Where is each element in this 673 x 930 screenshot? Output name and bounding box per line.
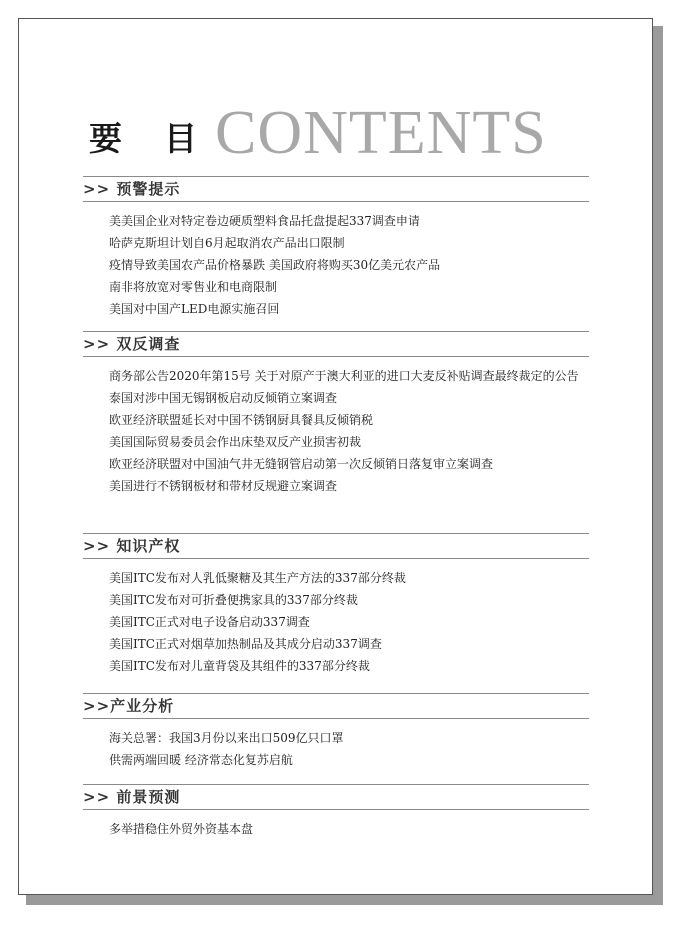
list-item[interactable]: 疫情导致美国农产品价格暴跌 美国政府将购买30亿美元农产品 xyxy=(109,258,441,272)
list-item[interactable]: 美国对中国产LED电源实施召回 xyxy=(109,302,280,316)
contents-page xyxy=(18,18,653,895)
english-title: CONTENTS xyxy=(215,99,547,167)
list-item[interactable]: 美国ITC发布对可折叠便携家具的337部分终裁 xyxy=(109,593,358,607)
section-warning xyxy=(83,176,589,320)
list-item[interactable]: 商务部公告2020年第15号 关于对原产于澳大利亚的进口大麦反补贴调查最终裁定的公告 xyxy=(109,369,579,383)
list-item[interactable]: 美美国企业对特定卷边硬质塑料食品托盘提起337调查申请 xyxy=(109,214,420,228)
section-outlook xyxy=(83,784,589,840)
chinese-title-first: 要 xyxy=(89,119,124,158)
section-heading: >>产业分析 xyxy=(83,693,589,719)
section-heading: >> 双反调查 xyxy=(83,331,589,357)
section-heading: >> 知识产权 xyxy=(83,533,589,559)
list-item[interactable]: 多举措稳住外贸外资基本盘 xyxy=(109,822,254,836)
chinese-title-second: 目 xyxy=(164,119,199,158)
list-item[interactable]: 欧亚经济联盟对中国油气井无缝钢管启动第一次反倾销日落复审立案调查 xyxy=(109,457,494,471)
section-heading: >> 预警提示 xyxy=(83,176,589,202)
list-item[interactable]: 美国国际贸易委员会作出床垫双反产业损害初裁 xyxy=(109,435,362,449)
item-list xyxy=(83,357,589,497)
list-item[interactable]: 美国ITC正式对电子设备启动337调查 xyxy=(109,615,310,629)
section-trade-remedy xyxy=(83,331,589,497)
item-list xyxy=(83,559,589,677)
list-item[interactable]: 美国进行不锈钢板材和带材反规避立案调查 xyxy=(109,479,338,493)
list-item[interactable]: 美国ITC发布对人乳低聚糖及其生产方法的337部分终裁 xyxy=(109,571,406,585)
list-item[interactable]: 哈萨克斯坦计划自6月起取消农产品出口限制 xyxy=(109,236,345,250)
list-item[interactable]: 泰国对涉中国无锡钢板启动反倾销立案调查 xyxy=(109,391,338,405)
list-item[interactable]: 供需两端回暖 经济常态化复苏启航 xyxy=(109,753,293,767)
item-list xyxy=(83,810,589,840)
section-heading: >> 前景预测 xyxy=(83,784,589,810)
contents-header xyxy=(89,99,609,175)
section-industry xyxy=(83,693,589,771)
list-item[interactable]: 海关总署：我国3月份以来出口509亿只口罩 xyxy=(109,731,344,745)
section-ip xyxy=(83,533,589,677)
item-list xyxy=(83,202,589,320)
list-item[interactable]: 欧亚经济联盟延长对中国不锈钢厨具餐具反倾销税 xyxy=(109,413,374,427)
chinese-title xyxy=(89,113,199,160)
list-item[interactable]: 美国ITC发布对儿童背袋及其组件的337部分终裁 xyxy=(109,659,370,673)
item-list xyxy=(83,719,589,771)
list-item[interactable]: 美国ITC正式对烟草加热制品及其成分启动337调查 xyxy=(109,637,382,651)
list-item[interactable]: 南非将放宽对零售业和电商限制 xyxy=(109,280,278,294)
